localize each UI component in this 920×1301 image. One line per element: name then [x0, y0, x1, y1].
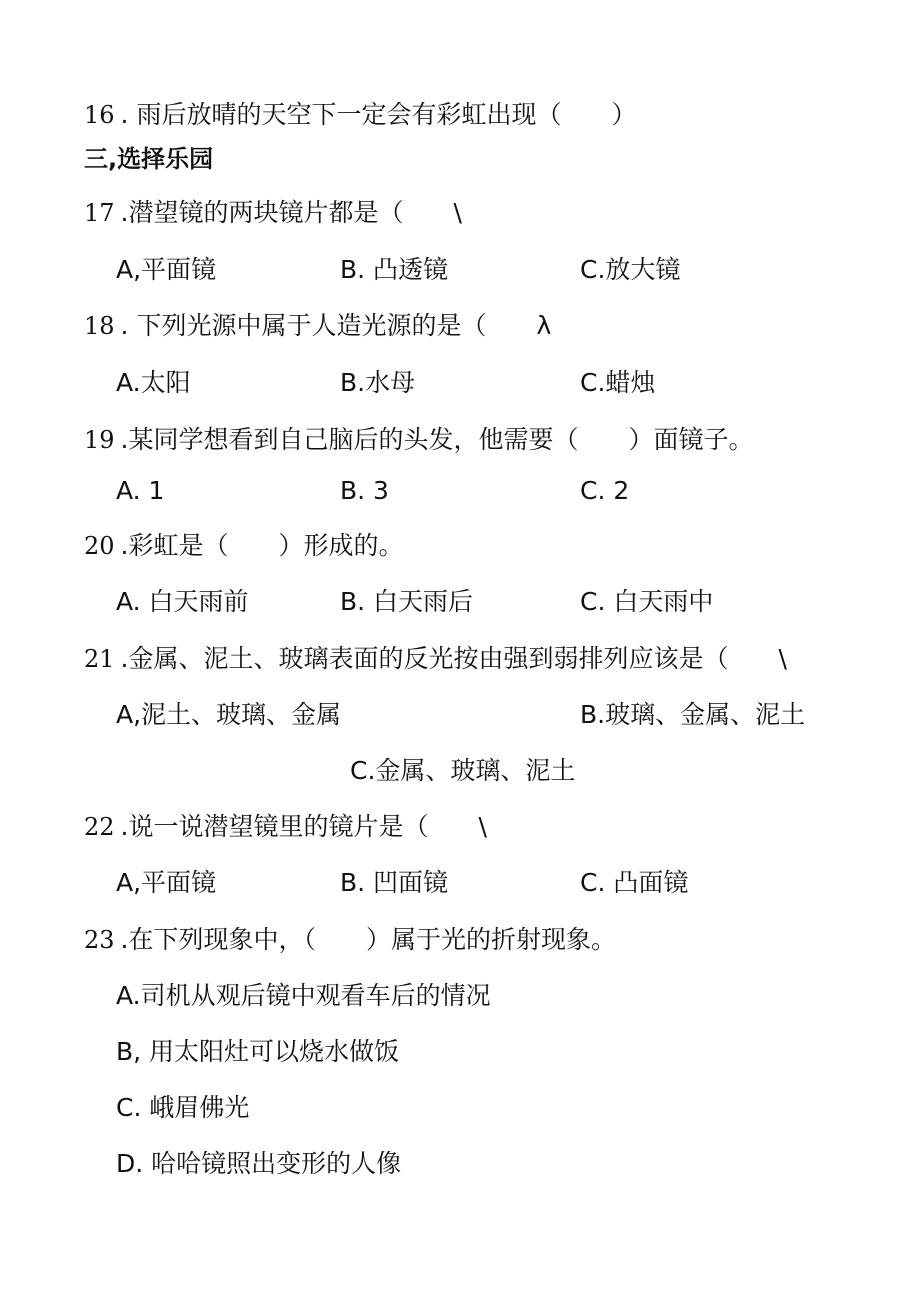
- question-text: .说一说潜望镜里的镜片是（ \: [120, 812, 487, 841]
- question-number: 19: [84, 426, 115, 454]
- question-number: 21: [84, 645, 115, 673]
- question-16: [84, 100, 636, 130]
- question-18: [84, 311, 551, 341]
- option-c: C. 凸面镜: [580, 868, 689, 897]
- option-c: C.金属、玻璃、泥土: [350, 756, 576, 785]
- option-b: B, 用太阳灶可以烧水做饭: [116, 1037, 400, 1066]
- option-a: A. 白天雨前: [116, 587, 249, 616]
- option-c: C. 2: [580, 476, 630, 505]
- option-c: C. 白天雨中: [580, 587, 714, 616]
- question-text: .彩虹是（ ）形成的。: [120, 531, 404, 560]
- question-21: [84, 644, 787, 674]
- option-a: A. 1: [116, 476, 165, 505]
- question-number: 17: [84, 199, 115, 227]
- option-b: B.玻璃、金属、泥土: [580, 700, 806, 729]
- option-a: A.司机从观后镜中观看车后的情况: [116, 981, 491, 1010]
- option-b: B. 凹面镜: [340, 868, 449, 897]
- option-d: D. 哈哈镜照出变形的人像: [116, 1149, 402, 1178]
- question-23: [84, 925, 616, 955]
- question-text: .潜望镜的两块镜片都是（ \: [120, 198, 462, 227]
- question-20: [84, 531, 404, 561]
- option-b: B. 白天雨后: [340, 587, 474, 616]
- option-c: C. 峨眉佛光: [116, 1093, 250, 1122]
- question-number: 22: [84, 813, 115, 841]
- option-b: B. 3: [340, 476, 389, 505]
- question-number: 20: [84, 532, 115, 560]
- question-number: 16: [84, 101, 115, 129]
- question-text: . 下列光源中属于人造光源的是（ λ: [120, 311, 552, 340]
- question-text: .在下列现象中，（ ）属于光的折射现象。: [120, 925, 616, 954]
- option-a: A,平面镜: [116, 255, 217, 284]
- question-22: [84, 812, 487, 842]
- section-heading: 三,选择乐园: [84, 145, 214, 173]
- option-c: C.蜡烛: [580, 368, 656, 397]
- question-number: 23: [84, 926, 115, 954]
- question-text: .金属、泥土、玻璃表面的反光按由强到弱排列应该是（ \: [120, 644, 787, 673]
- question-text: .某同学想看到自己脑后的头发，他需要（ ）面镜子。: [120, 425, 754, 454]
- question-text: . 雨后放晴的天空下一定会有彩虹出现（ ）: [120, 100, 637, 129]
- question-19: [84, 425, 754, 455]
- option-a: A,平面镜: [116, 868, 217, 897]
- option-a: A,泥土、玻璃、金属: [116, 700, 342, 729]
- option-a: A.太阳: [116, 368, 191, 397]
- option-b: B. 凸透镜: [340, 255, 449, 284]
- question-17: [84, 198, 462, 228]
- question-number: 18: [84, 312, 115, 340]
- option-c: C.放大镜: [580, 255, 681, 284]
- option-b: B.水母: [340, 368, 416, 397]
